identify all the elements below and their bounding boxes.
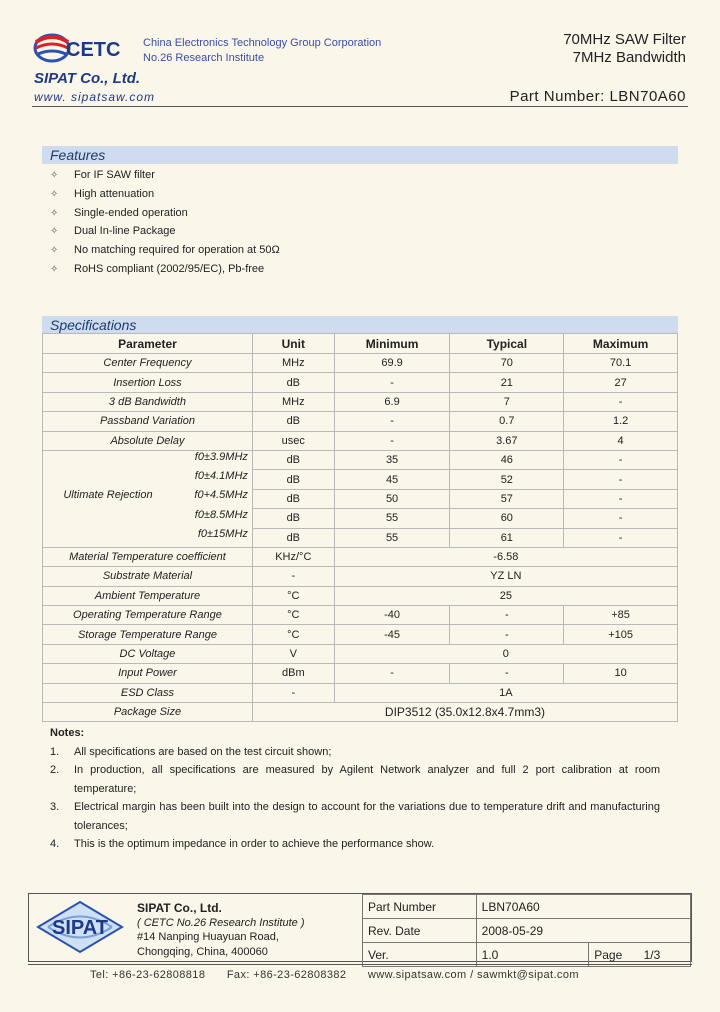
contact-line xyxy=(90,969,597,981)
rejection-cell-inner xyxy=(43,528,252,547)
page-value: 1/3 xyxy=(639,943,691,967)
rejection-condition: f0±15MHz xyxy=(197,528,248,541)
diamond-bullet-icon: ✧ xyxy=(50,170,59,181)
svg-text:SIPAT: SIPAT xyxy=(52,917,108,939)
table-row xyxy=(43,470,678,489)
rejection-label xyxy=(43,470,173,489)
website-email[interactable]: www.sipatsaw.com / sawmkt@sipat.com xyxy=(367,969,579,981)
rejection-label xyxy=(43,528,173,547)
sipat-logo xyxy=(34,898,126,956)
table-row xyxy=(43,392,678,411)
max: - xyxy=(564,392,678,411)
col-maximum: Maximum xyxy=(564,334,678,354)
col-typical: Typical xyxy=(450,334,564,354)
note-item xyxy=(50,835,660,854)
rejection-cell-inner xyxy=(43,470,252,489)
max: - xyxy=(564,470,678,489)
note-text: In production, all specifications are measured by Agilent Network analyzer and full 2 port calibration at room temperature; xyxy=(74,764,660,795)
diamond-bullet-icon: ✧ xyxy=(50,263,59,275)
corporation-name: China Electronics Technology Group Corporation No.26 Research Institute xyxy=(143,37,382,64)
feature-text: No matching required for operation at 50Ω xyxy=(74,244,280,257)
rejection-condition: f0+4.5MHz xyxy=(194,489,248,502)
part-number: Part Number: LBN70A60 xyxy=(509,88,686,105)
typ: 57 xyxy=(450,489,564,508)
note-text: Electrical margin has been built into the design to account for the variations due to temperature drift and manufacturing tolerances; xyxy=(74,801,660,832)
notes-section xyxy=(50,724,660,854)
table-row: Material Temperature coefficient KHz/°C -6.58 xyxy=(43,547,678,566)
typ: 3.67 xyxy=(450,431,564,450)
note-text: This is the optimum impedance in order to achieve the performance show. xyxy=(74,838,435,850)
typ: 60 xyxy=(450,509,564,528)
note-item xyxy=(50,743,660,762)
note-number: 2. xyxy=(50,764,60,776)
min: 35 xyxy=(334,450,450,469)
max: - xyxy=(564,528,678,547)
rev-date-label: Rev. Date xyxy=(363,919,477,943)
table-row xyxy=(43,450,678,469)
footer-company: SIPAT Co., Ltd. ( CETC No.26 Research Institute ) #14 Nanping Huayuan Road, Chongqing, China, 400060 xyxy=(137,901,305,958)
company-name: SIPAT Co., Ltd. xyxy=(34,70,141,87)
unit: dB xyxy=(252,509,334,528)
typ: 52 xyxy=(450,470,564,489)
specifications-table xyxy=(42,333,678,722)
max: - xyxy=(564,509,678,528)
table-row xyxy=(43,528,678,547)
table-row: Ambient Temperature °C 25 xyxy=(43,586,678,605)
header-divider xyxy=(32,106,688,107)
col-minimum: Minimum xyxy=(334,334,450,354)
min: 69.9 xyxy=(334,354,450,373)
document-info-table xyxy=(362,894,691,967)
table-row: Substrate Material - YZ LN xyxy=(43,567,678,586)
table-row xyxy=(43,489,678,508)
table-row: DC Voltage V 0 xyxy=(43,644,678,663)
specifications-heading: Specifications xyxy=(42,316,678,334)
note-number: 1. xyxy=(50,745,60,758)
diamond-bullet-icon: ✧ xyxy=(50,188,59,200)
features-heading: Features xyxy=(42,146,678,164)
cetc-logo xyxy=(30,28,134,68)
unit: dB xyxy=(252,528,334,547)
param-name: Passband Variation xyxy=(43,412,253,431)
table-row xyxy=(43,354,678,373)
rejection-condition: f0±8.5MHz xyxy=(194,508,248,521)
rejection-cell xyxy=(43,489,253,508)
table-row xyxy=(43,373,678,392)
max: 4 xyxy=(564,431,678,450)
table-row: ESD Class - 1A xyxy=(43,683,678,702)
col-parameter: Parameter xyxy=(43,334,253,354)
rejection-cell-inner xyxy=(43,509,252,528)
typ: 70 xyxy=(450,354,564,373)
feature-item xyxy=(50,166,280,185)
feature-item xyxy=(50,260,280,279)
table-row xyxy=(43,431,678,450)
min: 45 xyxy=(334,470,450,489)
param-name: Absolute Delay xyxy=(43,431,253,450)
note-item xyxy=(50,761,660,798)
rejection-condition: f0±4.1MHz xyxy=(194,469,248,482)
rejection-cell xyxy=(43,470,253,489)
table-row xyxy=(43,412,678,431)
param-name: Center Frequency xyxy=(43,354,253,373)
col-unit: Unit xyxy=(252,334,334,354)
fax: Fax: +86-23-62808382 xyxy=(226,969,347,981)
note-text: All specifications are based on the test circuit shown; xyxy=(74,745,332,758)
table-header-row xyxy=(43,334,678,354)
telephone: Tel: +86-23-62808818 xyxy=(90,969,206,981)
typ: 0.7 xyxy=(450,412,564,431)
rejection-cell-inner xyxy=(43,451,252,470)
unit: dB xyxy=(252,470,334,489)
min: - xyxy=(334,431,450,450)
table-row: Operating Temperature Range °C -40 - +85 xyxy=(43,606,678,625)
company-url[interactable]: www. sipatsaw.com xyxy=(34,90,156,104)
note-item xyxy=(50,798,660,835)
param-name: Insertion Loss xyxy=(43,373,253,392)
unit: dB xyxy=(252,373,334,392)
min: 50 xyxy=(334,489,450,508)
max: 70.1 xyxy=(564,354,678,373)
rejection-label: Ultimate Rejection xyxy=(63,489,153,502)
unit: dB xyxy=(252,450,334,469)
unit: MHz xyxy=(252,392,334,411)
unit: dB xyxy=(252,412,334,431)
typ: 7 xyxy=(450,392,564,411)
table-row: Package Size DIP3512 (35.0x12.8x4.7mm3) xyxy=(43,703,678,722)
version-label: Ver. xyxy=(363,943,477,967)
rejection-label xyxy=(43,509,173,528)
page-label: Page xyxy=(589,943,639,967)
unit: usec xyxy=(252,431,334,450)
feature-text: For IF SAW filter xyxy=(74,169,155,181)
unit: dB xyxy=(252,489,334,508)
svg-text:CETC: CETC xyxy=(66,39,121,61)
min: - xyxy=(334,412,450,431)
part-number-label: Part Number xyxy=(363,895,477,919)
table-row xyxy=(43,509,678,528)
product-title: 70MHz SAW Filter 7MHz Bandwidth xyxy=(563,31,686,66)
feature-text: RoHS compliant (2002/95/EC), Pb-free xyxy=(74,262,265,275)
max: 27 xyxy=(564,373,678,392)
typ: 21 xyxy=(450,373,564,392)
rejection-cell xyxy=(43,528,253,547)
table-row: Storage Temperature Range °C -45 - +105 xyxy=(43,625,678,644)
footer-divider xyxy=(28,964,692,965)
feature-text: High attenuation xyxy=(74,187,155,200)
min: 6.9 xyxy=(334,392,450,411)
feature-item xyxy=(50,222,280,241)
table-row: Input Power dBm - - 10 xyxy=(43,664,678,683)
max: 1.2 xyxy=(564,412,678,431)
max: - xyxy=(564,450,678,469)
min: 55 xyxy=(334,528,450,547)
rejection-cell-inner xyxy=(43,489,252,508)
feature-text: Single-ended operation xyxy=(74,206,188,219)
feature-item xyxy=(50,241,280,260)
diamond-bullet-icon: ✧ xyxy=(50,226,59,238)
rejection-cell xyxy=(43,450,253,469)
param-name: 3 dB Bandwidth xyxy=(43,392,253,411)
rev-date-value: 2008-05-29 xyxy=(476,919,690,943)
features-list xyxy=(50,166,280,279)
rejection-condition: f0±3.9MHz xyxy=(194,450,248,463)
feature-item xyxy=(50,185,280,204)
diamond-bullet-icon: ✧ xyxy=(50,207,59,219)
min: 55 xyxy=(334,509,450,528)
diamond-bullet-icon: ✧ xyxy=(50,245,59,257)
unit: MHz xyxy=(252,354,334,373)
max: - xyxy=(564,489,678,508)
version-value: 1.0 xyxy=(476,943,589,967)
part-number-value: LBN70A60 xyxy=(476,895,690,919)
note-number: 3. xyxy=(50,801,60,813)
feature-item xyxy=(50,204,280,223)
typ: 61 xyxy=(450,528,564,547)
typ: 46 xyxy=(450,450,564,469)
rejection-cell xyxy=(43,509,253,528)
rejection-label xyxy=(43,451,173,470)
feature-text: Dual In-line Package xyxy=(74,225,176,238)
notes-heading: Notes: xyxy=(50,727,85,739)
note-number: 4. xyxy=(50,838,60,850)
min: - xyxy=(334,373,450,392)
